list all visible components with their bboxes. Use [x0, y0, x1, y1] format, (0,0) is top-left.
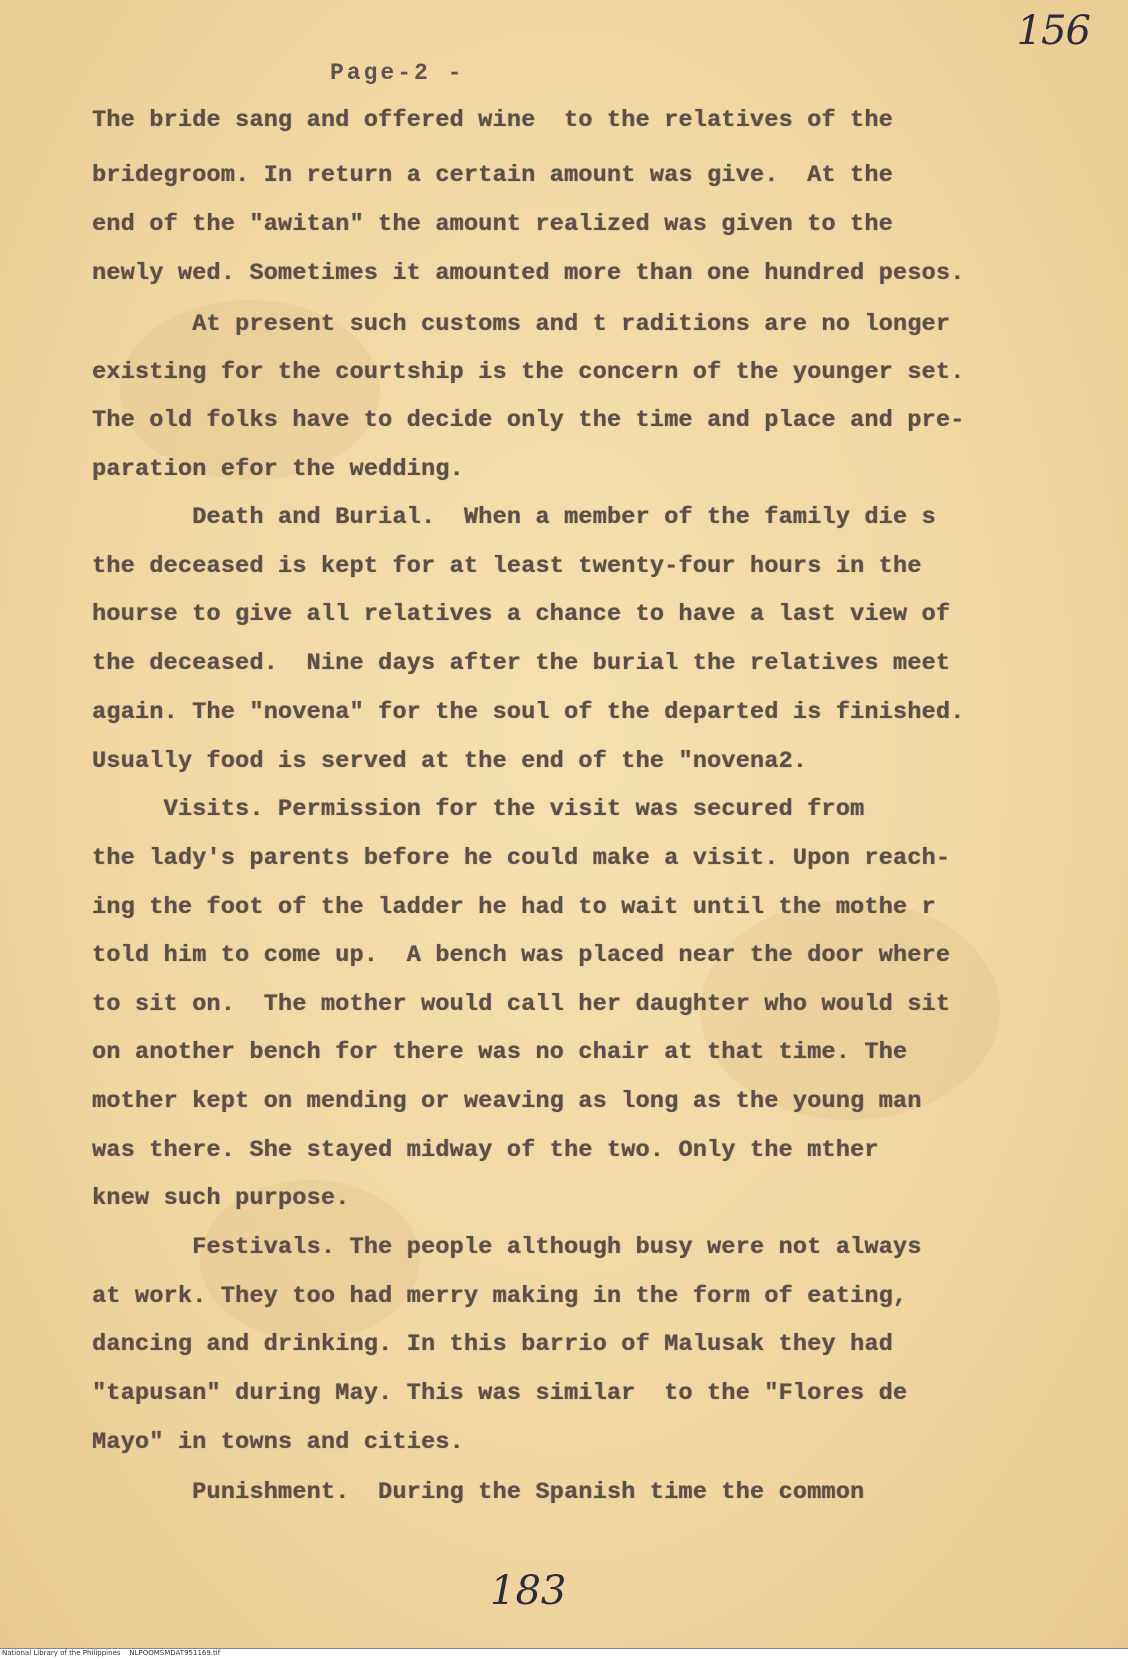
text-line: Punishment. During the Spanish time the common [92, 1479, 865, 1506]
text-line: Festivals. The people although busy were not always [92, 1234, 922, 1261]
text-line: was there. She stayed midway of the two. Only the mther [92, 1137, 879, 1164]
footer-caption: National Library of the Philippines NLPOOMSMDAT951169.tif [2, 1649, 221, 1657]
text-line: newly wed. Sometimes it amounted more than one hundred pesos. [92, 260, 965, 287]
text-line: to sit on. The mother would call her daughter who would sit [92, 991, 951, 1018]
text-line: hourse to give all relatives a chance to have a last view of [92, 601, 951, 628]
text-line: paration efor the wedding. [92, 456, 464, 483]
text-line: The bride sang and offered wine to the relatives of the [92, 107, 893, 134]
handwritten-folio-number: 183 [490, 1568, 567, 1614]
text-line: the lady's parents before he could make a visit. Upon reach- [92, 845, 951, 872]
text-line: the deceased. Nine days after the burial the relatives meet [92, 650, 951, 677]
text-line: "tapusan" during May. This was similar to the "Flores de [92, 1380, 908, 1407]
text-line: Mayo" in towns and cities. [92, 1429, 464, 1456]
page-label: Page-2 - [330, 60, 465, 86]
text-line: dancing and drinking. In this barrio of Malusak they had [92, 1331, 893, 1358]
text-line: existing for the courtship is the concern of the younger set. [92, 359, 965, 386]
text-line: the deceased is kept for at least twenty-four hours in the [92, 553, 922, 580]
text-line: mother kept on mending or weaving as long as the young man [92, 1088, 922, 1115]
text-line: at work. They too had merry making in the form of eating, [92, 1283, 908, 1310]
text-line: Death and Burial. When a member of the family die s [92, 504, 936, 531]
text-line: Visits. Permission for the visit was secured from [92, 796, 865, 823]
text-line: again. The "novena" for the soul of the departed is finished. [92, 699, 965, 726]
text-line: The old folks have to decide only the time and place and pre- [92, 407, 965, 434]
text-line: end of the "awitan" the amount realized was given to the [92, 211, 893, 238]
text-line: Usually food is served at the end of the "novena2. [92, 748, 808, 775]
text-line: on another bench for there was no chair at that time. The [92, 1039, 908, 1066]
text-line: bridegroom. In return a certain amount was give. At the [92, 162, 893, 189]
text-line: told him to come up. A bench was placed near the door where [92, 942, 951, 969]
text-line: ing the foot of the ladder he had to wait until the mothe r [92, 894, 936, 921]
handwritten-page-number: 156 [1016, 8, 1090, 54]
text-line: knew such purpose. [92, 1185, 350, 1212]
text-line: At present such customs and t raditions are no longer [92, 311, 951, 338]
